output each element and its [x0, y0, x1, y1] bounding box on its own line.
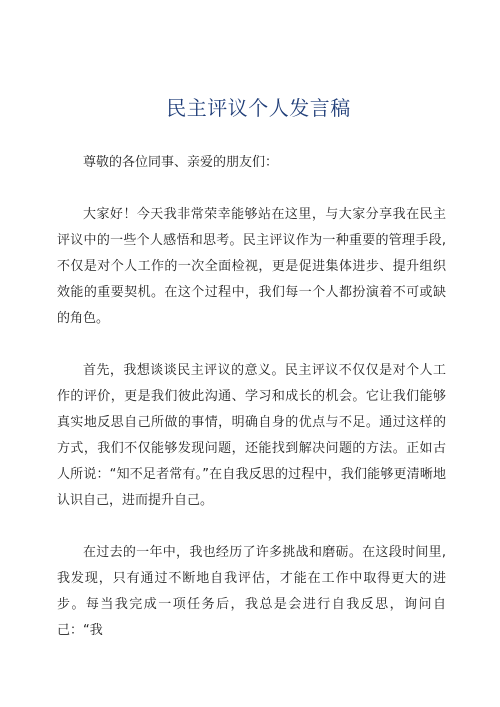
- paragraph-2: 首先，我想谈谈民主评议的意义。民主评议不仅仅是对个人工作的评价，更是我们彼此沟通、学习和成长的机会。它让我们能够真实地反思自己所做的事情，明确自身的优点与不足。通过这样的方式，我们不仅能够发现问题，还能找到解决问题的方法。正如古人所说：“知不足者常有。”在自我反思的过程中，我们能够更清晰地认识自己，进而提升自己。: [57, 363, 446, 508]
- paragraph-1: 大家好！今天我非常荣幸能够站在这里，与大家分享我在民主评议中的一些个人感悟和思考。民主评议作为一种重要的管理手段,不仅是对个人工作的一次全面检视，更是促进集体进步、提升组织效能的重要契机。在这个过程中，我们每一个人都扮演着不可或缺的角色。: [57, 207, 446, 326]
- document-title: 民主评议个人发言稿: [166, 96, 351, 120]
- paragraph-3: 在过去的一年中，我也经历了许多挑战和磨砺。在这段时间里,我发现，只有通过不断地自我评估，才能在工作中取得更大的进步。每当我完成一项任务后，我总是会进行自我反思，询问自己：“我: [57, 545, 446, 638]
- salutation: 尊敬的各位同事、亲爱的朋友们：: [83, 155, 279, 170]
